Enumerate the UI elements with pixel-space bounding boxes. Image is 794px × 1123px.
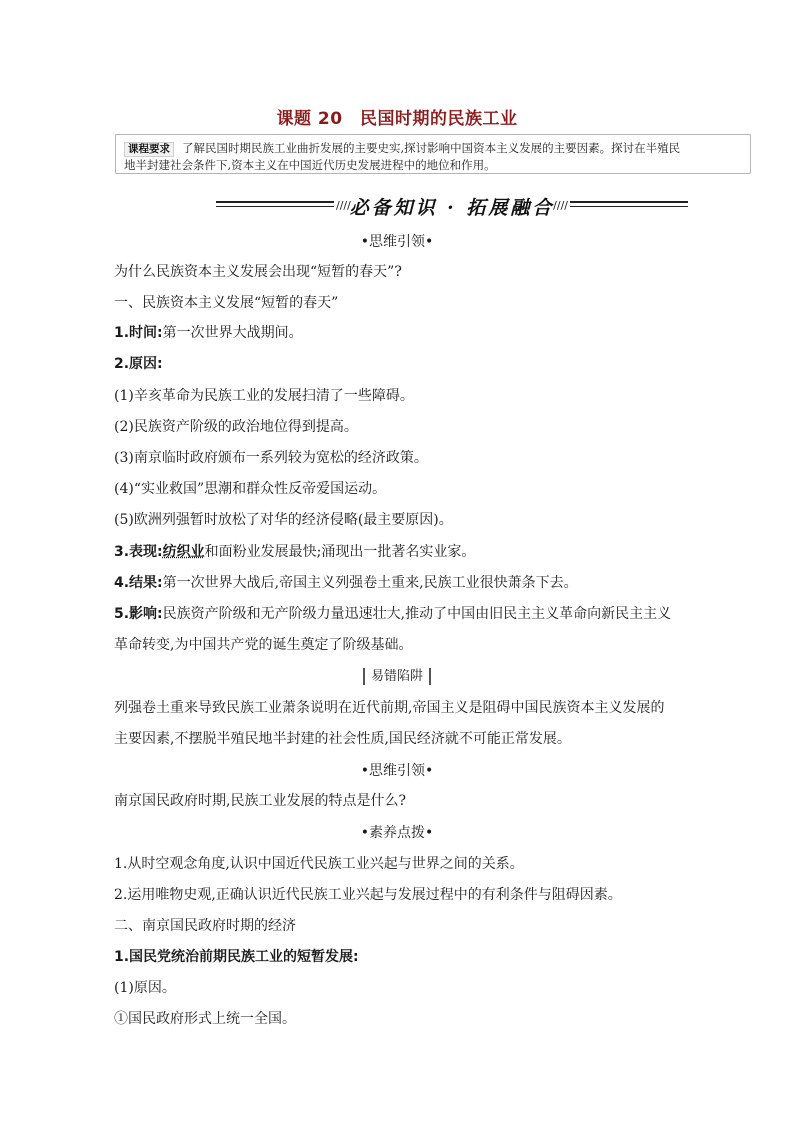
question-2: 南京国民政府时期,民族工业发展的特点是什么? — [114, 793, 406, 809]
page-title: 课题 20 民国时期的民族工业 — [276, 109, 518, 129]
thinking-guide-tag: •思维引领• — [360, 234, 434, 250]
section-heading-1: 一、民族资本主义发展“短暂的春天” — [114, 295, 339, 311]
banner-hatch-left: //// — [336, 199, 351, 212]
time-line — [114, 322, 303, 342]
reason-item: (1)辛亥革命为民族工业的发展扫清了一些障碍。 — [114, 388, 414, 404]
performance-line — [114, 541, 475, 561]
influence-text-2: 革命转变,为中国共产党的诞生奠定了阶级基础。 — [114, 637, 413, 653]
performance-label: 3.表现: — [114, 544, 163, 560]
requirement-text-2: 地半封建社会条件下,资本主义在中国近代历史发展进程中的地位和作用。 — [124, 158, 496, 172]
performance-text: 和面粉业发展最快;涌现出一批著名实业家。 — [204, 544, 476, 560]
thinking-guide-tag: •思维引领• — [360, 763, 434, 779]
subsection-point-1: ①国民政府形式上统一全国。 — [114, 1011, 296, 1027]
literacy-point-1: 1.从时空观念角度,认识中国近代民族工业兴起与世界之间的关系。 — [114, 856, 524, 872]
trap-text-1: 列强卷土重来导致民族工业萧条说明在近代前期,帝国主义是阻碍中国民族资本主义发展的 — [114, 700, 665, 716]
requirement-label: 课程要求 — [124, 142, 174, 157]
banner-title: 必备知识 · 拓展融合 — [349, 197, 555, 219]
influence-line — [114, 603, 671, 623]
section-banner — [216, 192, 688, 218]
requirement-text-1: 了解民国时期民族工业曲折发展的主要史实,探讨影响中国资本主义发展的主要因素。探讨在半殖民 — [182, 141, 681, 155]
time-label: 1.时间: — [114, 325, 163, 341]
course-requirement-box — [115, 134, 751, 174]
question-1: 为什么民族资本主义发展会出现“短暂的春天”? — [114, 264, 402, 280]
subsection-reason: (1)原因。 — [114, 980, 176, 996]
error-trap-tag — [0, 665, 794, 685]
banner-rule-right — [570, 201, 688, 207]
reason-label: 2.原因: — [114, 356, 163, 372]
reason-item: (5)欧洲列强暂时放松了对华的经济侵略(最主要原因)。 — [114, 512, 453, 528]
result-text: 第一次世界大战后,帝国主义列强卷土重来,民族工业很快萧条下去。 — [162, 575, 578, 591]
reason-item: (4)“实业救国”思潮和群众性反帝爱国运动。 — [114, 481, 387, 497]
subsection-heading-1: 1.国民党统治前期民族工业的短暂发展: — [114, 949, 359, 965]
influence-label: 5.影响: — [114, 606, 163, 622]
influence-text-1: 民族资产阶级和无产阶级力量迅速壮大,推动了中国由旧民主主义革命向新民主主义 — [162, 606, 672, 622]
error-trap-label: 易错陷阱 — [363, 668, 431, 685]
literacy-tip-tag: •素养点拨• — [360, 825, 434, 841]
reason-item: (3)南京临时政府颁布一系列较为宽松的经济政策。 — [114, 450, 428, 466]
literacy-point-2: 2.运用唯物史观,正确认识近代民族工业兴起与发展过程中的有利条件与阻碍因素。 — [114, 887, 622, 903]
banner-hatch-right: //// — [553, 199, 568, 212]
result-line — [114, 572, 578, 592]
performance-key-term: 纺织业 — [162, 544, 205, 560]
reason-item: (2)民族资产阶级的政治地位得到提高。 — [114, 419, 358, 435]
section-heading-2: 二、南京国民政府时期的经济 — [114, 918, 296, 934]
result-label: 4.结果: — [114, 575, 163, 591]
time-text: 第一次世界大战期间。 — [162, 325, 303, 341]
requirement-line-1 — [124, 140, 742, 157]
trap-text-2: 主要因素,不摆脱半殖民地半封建的社会性质,国民经济就不可能正常发展。 — [114, 731, 571, 747]
